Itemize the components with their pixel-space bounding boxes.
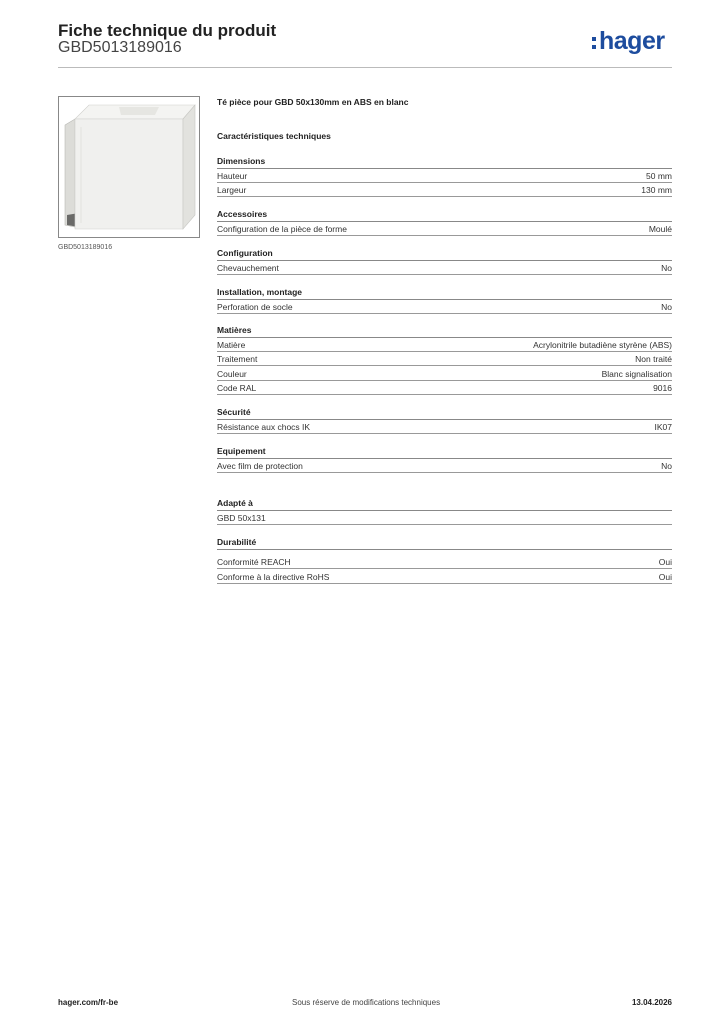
spec-value: 9016 xyxy=(653,383,672,393)
spec-value: IK07 xyxy=(654,422,672,432)
spec-value: No xyxy=(661,263,672,273)
section-title: Adapté à xyxy=(217,498,253,508)
section-title: Accessoires xyxy=(217,209,268,219)
spec-value: No xyxy=(661,302,672,312)
spec-value: Non traité xyxy=(635,354,672,364)
tee-piece-illustration xyxy=(59,97,199,237)
spec-label: Conformité REACH xyxy=(217,557,291,567)
section-title: Configuration xyxy=(217,248,273,258)
spec-value: Oui xyxy=(658,557,672,567)
footer-website-link[interactable]: hager.com/fr-be xyxy=(58,998,119,1007)
spec-row xyxy=(217,367,672,381)
section-title: Sécurité xyxy=(217,407,251,417)
spec-row xyxy=(217,459,672,473)
spec-row xyxy=(217,352,672,366)
spec-value: 50 mm xyxy=(646,171,672,181)
spec-value: 130 mm xyxy=(641,185,672,195)
spec-row xyxy=(217,261,672,275)
section-title: Installation, montage xyxy=(217,287,303,297)
spec-value: Blanc signalisation xyxy=(601,369,672,379)
section-title: Matières xyxy=(217,325,252,335)
spec-row xyxy=(217,555,672,569)
footer-disclaimer: Sous réserve de modifications techniques xyxy=(292,998,441,1007)
spec-row xyxy=(217,169,672,183)
spec-value: Acrylonitrile butadiène styrène (ABS) xyxy=(533,340,672,350)
specs-heading: Caractéristiques techniques xyxy=(217,131,331,141)
spec-label: Code RAL xyxy=(217,383,257,393)
spec-value: No xyxy=(661,461,672,471)
spec-row xyxy=(217,381,672,395)
spec-row xyxy=(217,338,672,352)
spec-value: Oui xyxy=(658,572,672,582)
section-title: Dimensions xyxy=(217,156,266,166)
section-title: Equipement xyxy=(217,446,266,456)
logo-dots-icon xyxy=(592,37,596,49)
product-code: GBD5013189016 xyxy=(58,39,182,56)
product-description: Té pièce pour GBD 50x130mm en ABS en blanc xyxy=(217,97,409,107)
image-caption: GBD5013189016 xyxy=(58,244,113,251)
spec-label: Conforme à la directive RoHS xyxy=(217,572,330,582)
section-title: Durabilité xyxy=(217,537,257,547)
footer-date: 13.04.2026 xyxy=(631,998,672,1007)
spec-label: Chevauchement xyxy=(217,263,279,273)
spec-label: Matière xyxy=(217,340,246,350)
hager-logo xyxy=(592,26,665,56)
spec-row xyxy=(217,183,672,197)
spec-label: GBD 50x131 xyxy=(217,513,266,523)
spec-row xyxy=(217,511,672,525)
spec-row xyxy=(217,570,672,584)
spec-label: Traitement xyxy=(217,354,258,364)
spec-label: Hauteur xyxy=(217,171,248,181)
spec-label: Perforation de socle xyxy=(217,302,293,312)
spec-label: Avec film de protection xyxy=(217,461,303,471)
spec-value: Moulé xyxy=(648,224,672,234)
logo-text: hager xyxy=(599,26,665,55)
section-divider xyxy=(217,549,672,550)
spec-label: Résistance aux chocs IK xyxy=(217,422,311,432)
spec-label: Couleur xyxy=(217,369,247,379)
spec-row xyxy=(217,420,672,434)
spec-label: Largeur xyxy=(217,185,247,195)
spec-row xyxy=(217,300,672,314)
spec-label: Configuration de la pièce de forme xyxy=(217,224,347,234)
product-image xyxy=(58,96,200,238)
spec-row xyxy=(217,222,672,236)
page-title: Fiche technique du produit xyxy=(58,21,277,40)
header-divider xyxy=(58,67,672,68)
